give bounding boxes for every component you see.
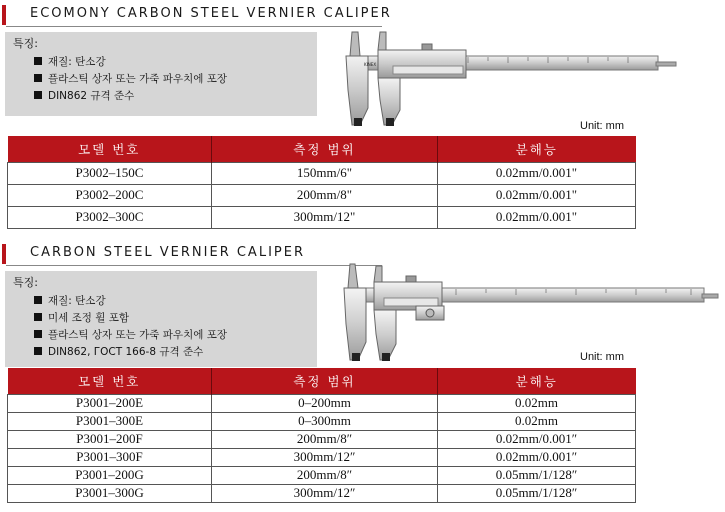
features-heading: 특징: <box>13 37 38 50</box>
resolution-cell: 0.05mm/1/128″ <box>438 484 636 502</box>
spec-table <box>7 368 636 503</box>
column-header: 분해능 <box>438 136 636 162</box>
model-cell: P3002–300C <box>8 206 212 228</box>
range-cell: 200mm/8" <box>212 184 438 206</box>
bullet-square-icon <box>34 74 42 82</box>
model-cell: P3001–300G <box>8 484 212 502</box>
model-cell: P3001–300E <box>8 412 212 430</box>
section-title: ECOMONY CARBON STEEL VERNIER CALIPER <box>30 6 392 21</box>
bullet-square-icon <box>34 91 42 99</box>
feature-text: 플라스틱 상자 또는 가죽 파우치에 포장 <box>48 329 227 341</box>
features-box <box>5 271 317 367</box>
bullet-square-icon <box>34 313 42 321</box>
unit-label: Unit: mm <box>580 351 624 363</box>
resolution-cell: 0.02mm <box>438 412 636 430</box>
feature-item <box>34 327 227 344</box>
feature-item <box>34 310 227 327</box>
model-cell: P3001–200F <box>8 430 212 448</box>
range-cell: 0–300mm <box>212 412 438 430</box>
table-row <box>8 394 636 412</box>
range-cell: 200mm/8″ <box>212 430 438 448</box>
bullet-square-icon <box>34 296 42 304</box>
table-row <box>8 466 636 484</box>
range-cell: 300mm/12" <box>212 206 438 228</box>
model-cell: P3002–150C <box>8 162 212 184</box>
resolution-cell: 0.02mm/0.001″ <box>438 448 636 466</box>
model-cell: P3001–300F <box>8 448 212 466</box>
bullet-square-icon <box>34 57 42 65</box>
feature-item <box>34 293 227 310</box>
section-title: CARBON STEEL VERNIER CALIPER <box>30 245 305 260</box>
range-cell: 0–200mm <box>212 394 438 412</box>
spec-table <box>7 136 636 229</box>
feature-text: DIN862 규격 준수 <box>48 90 135 102</box>
resolution-cell: 0.02mm <box>438 394 636 412</box>
model-cell: P3002–200C <box>8 184 212 206</box>
feature-text: 재질: 탄소강 <box>48 56 106 68</box>
column-header: 모델 번호 <box>8 136 212 162</box>
section-title-bar <box>2 244 382 266</box>
column-header: 모델 번호 <box>8 368 212 394</box>
feature-text: 플라스틱 상자 또는 가죽 파우치에 포장 <box>48 73 227 85</box>
range-cell: 300mm/12″ <box>212 448 438 466</box>
table-row <box>8 484 636 502</box>
table-row <box>8 162 636 184</box>
feature-item <box>34 88 227 105</box>
resolution-cell: 0.02mm/0.001" <box>438 184 636 206</box>
feature-text: 재질: 탄소강 <box>48 295 106 307</box>
range-cell: 150mm/6" <box>212 162 438 184</box>
table-row <box>8 412 636 430</box>
column-header: 측정 범위 <box>212 368 438 394</box>
table-row <box>8 184 636 206</box>
features-heading: 특징: <box>13 276 38 289</box>
resolution-cell: 0.02mm/0.001" <box>438 206 636 228</box>
section-economy-caliper <box>0 0 725 235</box>
range-cell: 300mm/12″ <box>212 484 438 502</box>
feature-text: DIN862, ГОСТ 166-8 규격 준수 <box>48 346 204 358</box>
range-cell: 200mm/8″ <box>212 466 438 484</box>
bullet-square-icon <box>34 330 42 338</box>
resolution-cell: 0.05mm/1/128″ <box>438 466 636 484</box>
resolution-cell: 0.02mm/0.001" <box>438 162 636 184</box>
title-accent <box>2 244 6 264</box>
bullet-square-icon <box>34 347 42 355</box>
table-row <box>8 448 636 466</box>
table-row <box>8 430 636 448</box>
model-cell: P3001–200E <box>8 394 212 412</box>
section-carbon-caliper <box>0 240 725 512</box>
title-accent <box>2 5 6 25</box>
svg-text:KINEX: KINEX <box>364 62 377 67</box>
caliper-product-image <box>336 262 721 366</box>
feature-item <box>34 54 227 71</box>
title-underline <box>6 265 382 266</box>
column-header: 측정 범위 <box>212 136 438 162</box>
caliper-product-image <box>338 30 683 130</box>
feature-text: 미세 조정 휠 포함 <box>48 312 130 324</box>
unit-label: Unit: mm <box>580 120 624 132</box>
feature-item <box>34 344 227 361</box>
features-list <box>34 293 227 361</box>
title-underline <box>6 26 382 27</box>
features-list <box>34 54 227 105</box>
features-box <box>5 32 317 116</box>
table-row <box>8 206 636 228</box>
model-cell: P3001–200G <box>8 466 212 484</box>
resolution-cell: 0.02mm/0.001″ <box>438 430 636 448</box>
column-header: 분해능 <box>438 368 636 394</box>
feature-item <box>34 71 227 88</box>
section-title-bar <box>2 5 392 27</box>
